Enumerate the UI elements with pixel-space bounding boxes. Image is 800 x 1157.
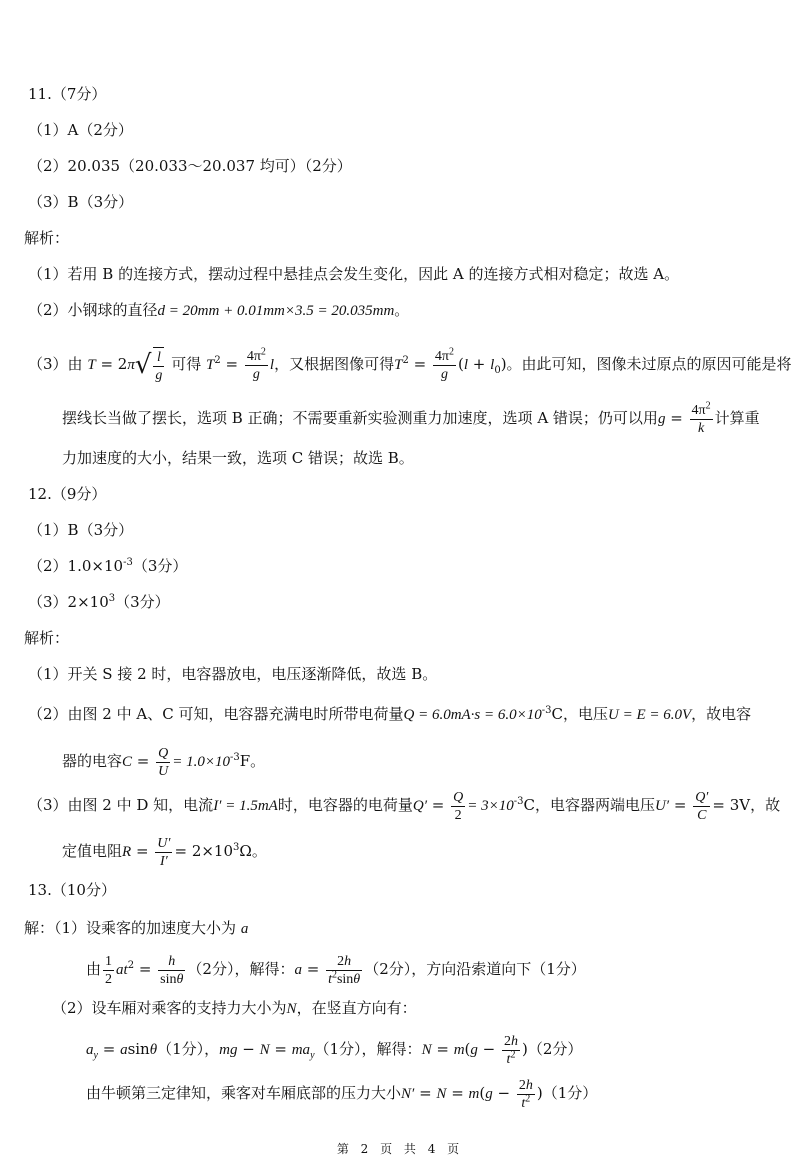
q13-line-4: $a_y = asin\theta(1$分），mg − $N = ma_y(1$分），解得：N = m(g − $\frac{2h}{t^2}$ )（2分） [86,1033,583,1067]
q12-title: 12.（9分） [28,485,107,503]
q11-analysis-3c: 力加速度的大小，结果一致，选项 C 错误；故选 B。 [62,449,414,467]
q13-line-1: 解：（1）设乘客的加速度大小为 a [24,919,249,937]
q11-analysis-1: （1）若用 B 的连接方式，摆动过程中悬挂点会发生变化，因此 A 的连接方式相对稳定；故选 A。 [28,265,680,283]
q12-analysis-3: （3）由图 2 中 D 知，电流I′ = 1.5mA时，电容器的电荷量Q′ = $\frac{Q}{2}$ = $3\times 10^{-3}C$，电容器两端电压U′ = $\frac{Q'}{C}$ = 3V，故 [28,789,781,823]
q12-analysis-2: （2）由图 2 中 A、C 可知，电容器充满电时所带电荷量$Q = 6.0mA\cdot s = 6.0\times 10^{-3}C$，电压U = E = 6.0V，故电容 [28,705,752,723]
q13-line-3: （2）设车厢对乘客的支持力大小为N，在竖直方向有： [52,999,417,1017]
q13-line-2: 由 $\frac{1}{2}$ $at^2$ = $\frac{h}{\sin\theta}$ （2分），解得：a = $\frac{2h}{t^2\sin\theta}$ （2分），方向沿索道向下（1分） [86,953,586,987]
q13-line-5: 由牛顿第三定律知，乘客对车厢底部的压力大小N′ = N = m(g − $\frac{2h}{t^2}$ )（1分） [86,1077,598,1111]
q12-answer-3: $(3)2\times 10^3(3$分） [28,593,170,611]
q11-analysis-3b: 摆线长当做了摆长，选项 B 正确；不需要重新实验测重力加速度，选项 A 错误；仍可以用g = $\frac{4\pi^2}{k}$ 计算重 [62,399,760,436]
q11-analysis-2: （2）小钢球的直径d = 20mm + 0.01mm×3.5 = 20.035mm。 [28,301,410,319]
q12-analysis-1: （1）开关 S 接 2 时，电容器放电，电压逐渐降低，故选 B。 [28,665,438,683]
q11-answer-2: （2）20.035（20.033～20.037 均可）（2分） [28,157,352,175]
q12-answer-1: （1）B（3分） [28,521,134,539]
q13-title: 13.（10分） [28,881,116,899]
page-footer: 第 2 页 共 4 页 [336,1142,464,1156]
q11-answer-1: （1）A（2分） [28,121,133,139]
q11-analysis-3: （3）由 T = 2π√ $\frac{l}{g}$ 可得 $T^2$ = $\frac{4\pi^2}{g}$ l，又根据图像可得$T^2$ = $\frac{4\pi^2}{g}$ $(l + l_0)$。由此可知，图像未过原点的原因可能是将 [28,345,792,383]
diameter-equation: d = 20mm + 0.01mm×3.5 = 20.035mm [157,303,395,319]
q11-title: 11.（7分） [28,85,107,103]
q11-analysis-label: 解析： [24,229,70,247]
q12-analysis-3b: 定值电阻R = $\frac{U'}{I'}$ = $2\times 10^3\Omega$。 [62,835,267,869]
q11-answer-3: （3）B（3分） [28,193,134,211]
q12-analysis-label: 解析： [24,629,70,647]
q12-answer-2: $(2)1.0\times 10^{-3}(3$分） [28,557,188,575]
q12-analysis-2b: 器的电容C = $\frac{Q}{U}$ = $1.0\times 10^{-3}F$。 [62,745,266,779]
sqrt-formula: √ $\frac{l}{g}$ [135,346,167,384]
